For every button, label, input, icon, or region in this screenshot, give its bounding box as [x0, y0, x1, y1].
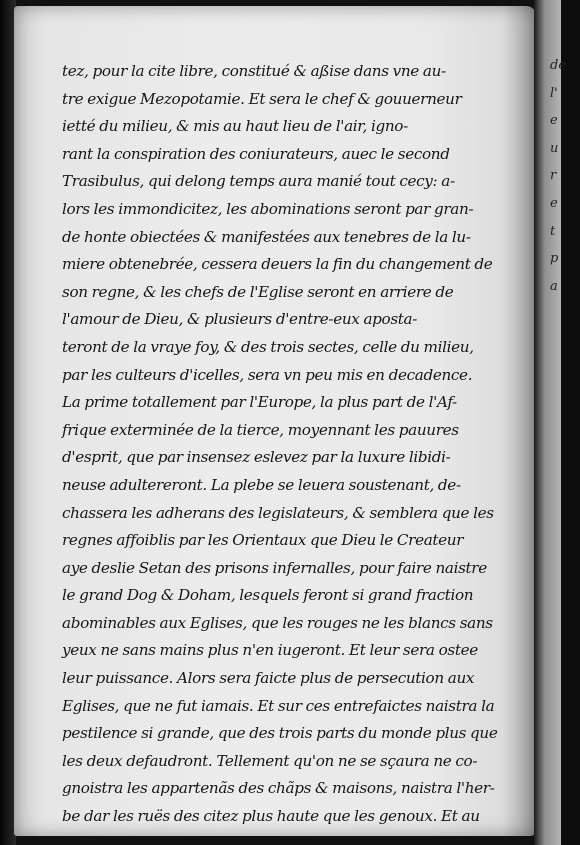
text-line: abominables aux Eglises, que les rouges ne les blancs sans	[62, 613, 493, 632]
facing-page-fragment: u	[550, 140, 559, 156]
text-line: gnoistra les appartenãs des chãps & maisons, naistra l'her-	[62, 779, 495, 798]
facing-page-fragment: e	[550, 113, 558, 129]
text-line: La prime totallement par l'Europe, la plus part de l'Af-	[62, 393, 457, 412]
text-line: neuse adultereront. La plebe se leuera soustenant, de-	[62, 475, 461, 494]
text-line: chassera les adherans des legislateurs, & semblera que les	[62, 503, 494, 522]
text-line: pestilence si grande, que des trois parts du monde plus que	[62, 724, 498, 743]
facing-page-fragment: t	[550, 223, 556, 239]
text-line: par les culteurs d'icelles, sera vn peu mis en decadence.	[62, 365, 473, 384]
text-line: yeux ne sans mains plus n'en iugeront. Et leur sera ostee	[62, 641, 478, 660]
text-line: teront de la vraye foy, & des trois sectes, celle du milieu,	[62, 337, 474, 356]
book-page	[14, 6, 536, 836]
facing-page-fragment: p	[550, 251, 559, 267]
text-line: le grand Dog & Doham, lesquels feront si grand fraction	[62, 586, 474, 605]
text-line: aye deslie Setan des prisons infernalles, pour faire naistre	[62, 558, 487, 577]
facing-page-fragment: r	[550, 168, 557, 184]
page-text-block	[62, 58, 522, 831]
text-line: lors les immondicitez, les abominations seront par gran-	[62, 199, 474, 218]
facing-page-fragment: e	[550, 196, 558, 211]
text-line: regnes affoiblis par les Orientaux que Dieu le Createur	[62, 531, 464, 550]
text-line: Eglises, que ne fut iamais. Et sur ces entrefaictes naistra la	[62, 696, 495, 715]
text-line: d'esprit, que par insensez eslevez par la luxure libidi-	[62, 448, 451, 467]
text-line: les deux defaudront. Tellement qu'on ne se sçaura ne co-	[62, 751, 478, 770]
facing-page-edge	[534, 0, 567, 845]
text-line: leur puissance. Alors sera faicte plus de persecution aux	[62, 669, 475, 688]
text-line: l'amour de Dieu, & plusieurs d'entre-eux aposta-	[62, 310, 418, 329]
text-line: ietté du milieu, & mis au haut lieu de l'air, igno-	[62, 117, 408, 136]
text-line: de honte obiectées & manifestées aux tenebres de la lu-	[62, 227, 471, 246]
text-line: be dar les ruës des citez plus haute que les genoux. Et au	[62, 807, 480, 826]
text-line: rant la conspiration des coniurateurs, auec le second	[62, 144, 450, 163]
text-line: miere obtenebrée, cessera deuers la fin du changement de	[62, 255, 493, 274]
text-line: frique exterminée de la tierce, moyennant les pauures	[62, 420, 459, 439]
text-line: Trasibulus, qui delong temps aura manié tout cecy: a-	[62, 172, 455, 191]
text-line: son regne, & les chefs de l'Eglise seront en arriere de	[62, 282, 454, 301]
text-line: tre exigue Mezopotamie. Et sera le chef & gouuerneur	[62, 89, 462, 108]
text-line: tez, pour la cite libre, constitué & aßise dans vne au-	[62, 62, 446, 80]
facing-page-fragment: l'	[550, 85, 558, 101]
facing-page-fragment: a	[550, 278, 558, 294]
facing-page-fragment: de	[550, 58, 567, 73]
